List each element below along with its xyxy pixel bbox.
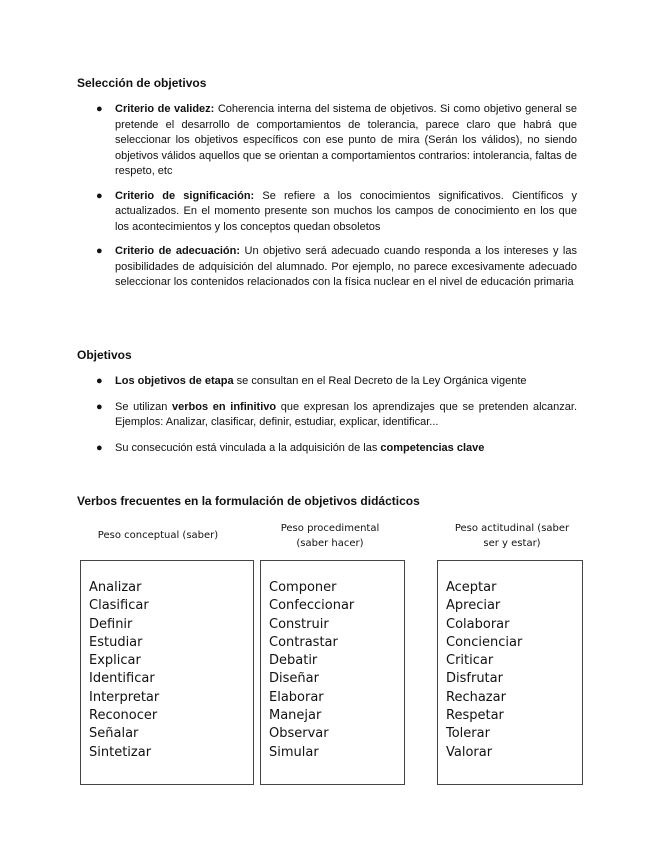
list-item bbox=[77, 441, 577, 457]
verb-item: Definir bbox=[89, 616, 133, 632]
bold-term: Los objetivos de etapa bbox=[115, 375, 234, 387]
verbs-box-procedimental bbox=[260, 560, 405, 785]
list-item bbox=[77, 400, 577, 431]
verb-item: Componer bbox=[269, 580, 337, 595]
header-line: Peso actitudinal (saber bbox=[454, 523, 570, 534]
verb-item: Sintetizar bbox=[89, 744, 152, 760]
criterio-text: Un objetivo será adecuado cuando responda a los intereses y las posibilidades de adquisición del alumnado. Por ejemplo, no parece excesivamente adecuado seleccionar los contenidos relacionados con la física nuclear en el nivel de educación primaria bbox=[115, 245, 577, 288]
verb-item: Apreciar bbox=[446, 598, 501, 614]
header-line: (saber hacer) bbox=[296, 538, 364, 549]
verb-item: Analizar bbox=[89, 580, 142, 595]
verb-item: Manejar bbox=[269, 708, 322, 724]
criterio-text: Se refiere a los conocimientos significativos. Científicos y actualizados. En el momento presente son muchos los campos de conocimiento en los que los acontecimientos y los conceptos quedan obsoletos bbox=[115, 189, 577, 233]
verb-item: Interpretar bbox=[89, 689, 160, 705]
criterios-list bbox=[77, 102, 577, 300]
objetivos-title: Objetivos bbox=[77, 348, 132, 362]
verb-item: Simular bbox=[269, 744, 319, 760]
verbos-title: Verbos frecuentes en la formulación de objetivos didácticos bbox=[77, 494, 420, 508]
bold-term: competencias clave bbox=[380, 441, 485, 454]
verb-item: Clasificar bbox=[89, 598, 149, 614]
header-line: Peso conceptual (saber) bbox=[97, 530, 219, 541]
verb-item: Valorar bbox=[446, 744, 493, 760]
verb-item: Aceptar bbox=[446, 580, 497, 595]
verb-item: Respetar bbox=[446, 708, 504, 724]
column-header-actitudinal bbox=[432, 521, 592, 551]
verb-item: Contrastar bbox=[269, 634, 338, 650]
verb-item: Diseñar bbox=[269, 671, 319, 687]
item-text: Su consecución está vinculada a la adquisición de las bbox=[115, 441, 381, 454]
bullet-icon: ● bbox=[96, 441, 103, 454]
verb-item: Señalar bbox=[89, 726, 139, 742]
header-line: Peso procedimental bbox=[280, 523, 380, 534]
bullet-icon: ● bbox=[96, 103, 103, 115]
bullet-icon: ● bbox=[96, 189, 103, 202]
header-line: ser y estar) bbox=[483, 538, 541, 549]
verb-item: Construir bbox=[269, 616, 329, 632]
column-header-conceptual bbox=[78, 528, 238, 543]
verbs-box-conceptual bbox=[80, 560, 254, 785]
list-item bbox=[77, 189, 577, 236]
verb-item: Elaborar bbox=[269, 689, 324, 705]
objetivos-list bbox=[77, 374, 577, 466]
verb-item: Tolerar bbox=[446, 726, 490, 742]
criterio-label: Criterio de adecuación: bbox=[115, 245, 241, 257]
item-text: que expresan los aprendizajes que se pretenden alcanzar. Ejemplos: Analizar, clasificar, definir, estudiar, explicar, identificar... bbox=[115, 400, 578, 428]
column-header-procedimental bbox=[255, 521, 405, 551]
item-text: Se utilizan bbox=[115, 400, 173, 413]
seleccion-title: Selección de objetivos bbox=[77, 76, 207, 90]
verb-item: Rechazar bbox=[446, 689, 506, 705]
verb-item: Disfrutar bbox=[446, 671, 503, 687]
bullet-icon: ● bbox=[96, 375, 103, 387]
verb-item: Reconocer bbox=[89, 708, 158, 724]
list-item bbox=[77, 244, 577, 291]
list-item bbox=[77, 102, 577, 180]
verb-item: Criticar bbox=[446, 653, 494, 669]
verb-item: Identificar bbox=[89, 671, 155, 687]
item-text: se consultan en el Real Decreto de la Ley Orgánica vigente bbox=[233, 375, 527, 387]
bold-term: verbos en infinitivo bbox=[172, 400, 277, 413]
verb-item: Colaborar bbox=[446, 616, 510, 632]
criterio-label: Criterio de validez: bbox=[115, 103, 215, 115]
list-item bbox=[77, 374, 577, 390]
verbs-box-actitudinal bbox=[437, 560, 583, 785]
criterio-label: Criterio de significación: bbox=[115, 189, 255, 202]
verb-item: Observar bbox=[269, 726, 329, 742]
verb-item: Confeccionar bbox=[269, 598, 355, 614]
verb-item: Explicar bbox=[89, 653, 141, 669]
bullet-icon: ● bbox=[96, 245, 103, 257]
bullet-icon: ● bbox=[96, 400, 103, 413]
verb-item: Estudiar bbox=[89, 634, 143, 650]
verb-item: Concienciar bbox=[446, 634, 523, 650]
verb-item: Debatir bbox=[269, 653, 318, 669]
criterio-text: Coherencia interna del sistema de objetivos. Si como objetivo general se pretende el desarrollo de comportamientos de tolerancia, parece claro que habrá que seleccionar los objetivos específicos con ese punto de mira (Serán los válidos), no siendo objetivos válidos aquellos que se orientan a comportamientos contrarios: intolerancia, faltas de respeto, etc bbox=[115, 103, 577, 177]
